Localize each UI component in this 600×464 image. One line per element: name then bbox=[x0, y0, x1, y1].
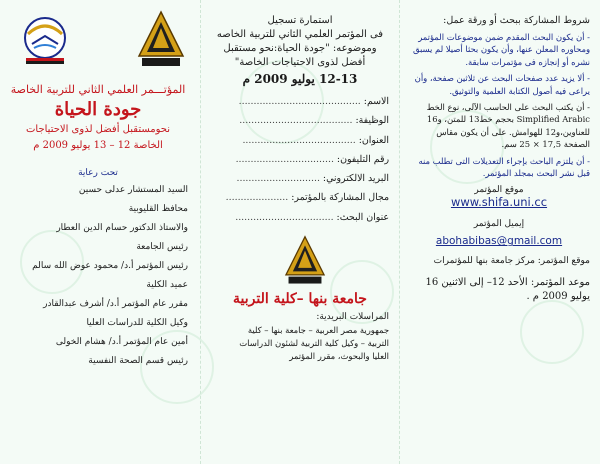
mail-address-line: جمهورية مصر العربية – جامعة بنها – كلية bbox=[247, 325, 389, 336]
field-blank: ......................................... bbox=[238, 96, 361, 107]
subtitle-line: نحومستقبل أفضل لذوى الاحتياجات bbox=[25, 124, 171, 135]
form-date: 12-13 يوليو 2009 م bbox=[242, 72, 358, 86]
conditions-panel bbox=[400, 0, 600, 464]
sponsor-line: عميد الكلية bbox=[146, 280, 188, 290]
field-participation[interactable] bbox=[211, 188, 389, 207]
website-label: موقع المؤتمر bbox=[474, 185, 524, 196]
field-label: الاسم: bbox=[363, 96, 389, 107]
condition-item: - أن يكتب البحث على الحاسب الآلى، نوع الخط Simplified Arabic بحجم خط13 للمتن، و16 للعناوين،و12 للهوامش. على أن يكون مقاس الصفحة 17,5 × 25 سم. bbox=[426, 102, 590, 150]
registration-form bbox=[211, 92, 389, 227]
sponsorship-heading: تحت رعاية bbox=[78, 168, 118, 178]
sponsor-line: السيد المستشار عدلى حسين bbox=[78, 185, 188, 195]
form-title-line: فى المؤتمر العلمي الثاني للتربية الخاصه bbox=[216, 29, 384, 40]
field-blank: ...................................... bbox=[239, 115, 353, 127]
university-name: جامعة بنها –كلية التربية bbox=[233, 291, 367, 308]
form-title-line: أفضل لذوى الاحتياجات الخاصة" bbox=[234, 57, 366, 68]
form-title-line: وموضوعه: "جودة الحياة:نحو مستقبل bbox=[223, 43, 377, 54]
conference-theme: جودة الحياة bbox=[54, 99, 142, 120]
sponsor-line: رئيس قسم الصحة النفسية bbox=[88, 356, 188, 366]
sponsor-line: محافظ القليوبية bbox=[128, 204, 188, 214]
field-address[interactable] bbox=[211, 131, 389, 150]
registration-panel bbox=[200, 0, 400, 464]
field-label: رقم التليفون: bbox=[336, 153, 389, 165]
venue-text: موقع المؤتمر: مركز جامعة بنها للمؤتمرات bbox=[433, 256, 590, 267]
sponsor-list bbox=[8, 181, 188, 371]
sponsor-line: أمين عام المؤتمر أ.د/ هشام الخولى bbox=[55, 337, 188, 347]
conditions-heading: شروط المشاركة ببحث أو ورقة عمل: bbox=[443, 15, 590, 26]
field-paper-title[interactable] bbox=[211, 208, 389, 227]
sponsor-line: رئيس المؤتمر أ.د/ محمود عوض الله سالم bbox=[32, 261, 188, 271]
conference-title: المؤتـــمر العلمي الثاني للتربية الخاصة bbox=[10, 83, 186, 96]
field-blank: ............................ bbox=[236, 173, 320, 185]
mail-address-line: التربية – وكيل كلية التربية لشئون الدراسات bbox=[239, 338, 389, 349]
form-title: استمارة تسجيل bbox=[267, 15, 333, 26]
mail-address-line: العليا والبحوث، مقرر المؤتمر bbox=[289, 351, 389, 362]
sponsor-line: رئيس الجامعة bbox=[136, 242, 188, 252]
field-job[interactable] bbox=[211, 111, 389, 130]
email-label: إيميل المؤتمر bbox=[473, 219, 525, 230]
sponsor-line: والاستاذ الدكتور حسام الدين العطار bbox=[56, 223, 188, 233]
faculty-logo-icon bbox=[16, 14, 74, 68]
field-blank: ...................................... bbox=[242, 134, 356, 146]
condition-item: - ألا يزيد عدد صفحات البحث عن ثلاثين صفحة، وأن يراعى فيه أصول الكتابة العلمية والتوثيق. bbox=[414, 73, 590, 96]
field-blank: ..................... bbox=[225, 192, 289, 204]
sponsor-line: وكيل الكلية للدراسات العليا bbox=[86, 318, 188, 328]
sponsor-line: مقرر عام المؤتمر أ.د/ أشرف عبدالقادر bbox=[43, 299, 188, 309]
field-phone[interactable] bbox=[211, 150, 389, 169]
subtitle-date: الخاصة 12 – 13 يوليو 2009 م bbox=[33, 140, 163, 151]
university-emblem-icon bbox=[136, 10, 186, 70]
website-link[interactable]: www.shifa.uni.cc bbox=[450, 195, 548, 210]
schedule-text: موعد المؤتمر: الأحد 12– إلى الاثنين 16 يوليو 2009 م . bbox=[425, 276, 590, 302]
mail-heading: المراسلات البريدية: bbox=[316, 312, 389, 323]
field-label: العنوان: bbox=[358, 134, 389, 146]
logo-row bbox=[8, 8, 188, 80]
field-email[interactable] bbox=[211, 169, 389, 188]
university-emblem-icon bbox=[283, 235, 327, 287]
field-label: عنوان البحث: bbox=[336, 211, 389, 223]
condition-item: - أن يكون البحث المقدم ضمن موضوعات المؤتمر ومحاوره المعلن عنها، وأن يكون بحثا أصيلا لم يسبق نشره أو إنجازه فى مؤتمرات سابقة. bbox=[413, 32, 590, 67]
field-label: الوظيفة: bbox=[355, 115, 389, 127]
field-label: مجال المشاركة بالمؤتمر: bbox=[291, 192, 389, 204]
field-name[interactable] bbox=[211, 92, 389, 111]
field-blank: ................................. bbox=[235, 153, 334, 165]
middle-logo-row bbox=[211, 235, 389, 289]
field-blank: ................................. bbox=[235, 211, 334, 223]
field-label: البريد الالكتروني: bbox=[322, 173, 389, 185]
cover-panel bbox=[0, 0, 200, 464]
email-link[interactable]: abohabibas@gmail.com bbox=[435, 235, 563, 248]
condition-item: - أن يلتزم الباحث بإجراء التعديلات التى تطلب منه قبل نشر البحث بمجلد المؤتمر. bbox=[418, 155, 590, 179]
